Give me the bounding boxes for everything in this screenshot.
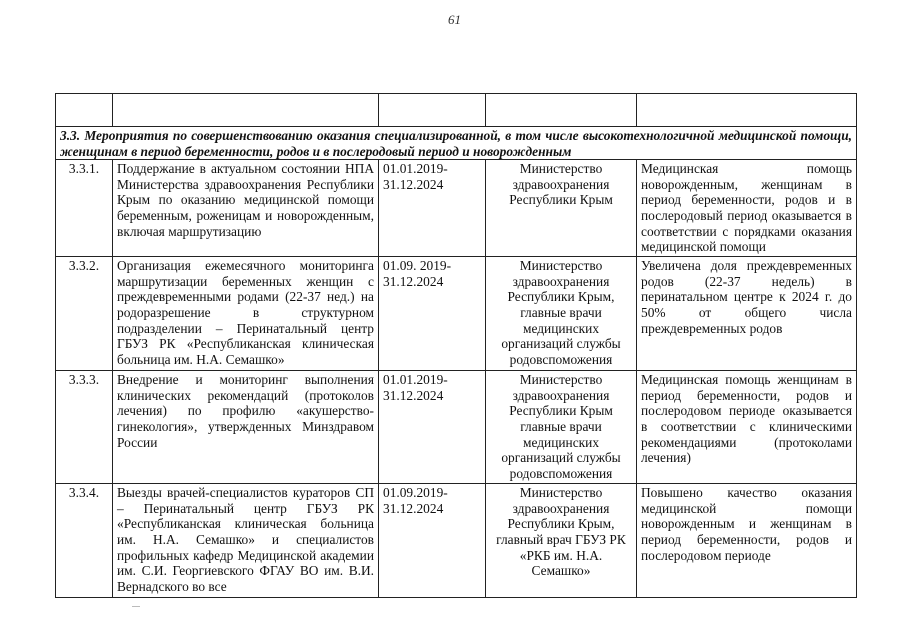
row-number: 3.3.3. xyxy=(56,371,113,484)
row-result: Повышено качество оказания медицинской помощи новорожденным и женщинам в период беременности, родов и послеродовом периоде xyxy=(637,484,857,598)
header-cell-period xyxy=(379,94,486,127)
row-number: 3.3.2. xyxy=(56,257,113,371)
header-cell-description xyxy=(113,94,379,127)
row-number: 3.3.1. xyxy=(56,160,113,257)
row-period: 01.01.2019- 31.12.2024 xyxy=(379,371,486,484)
row-result: Увеличена доля преждевременных родов (22-37 недель) в перинатальном центре к 2024 г. до 50% от общего числа преждевременных родов xyxy=(637,257,857,371)
row-description: Поддержание в актуальном состоянии НПА Министерства здравоохранения Республики Крым по оказанию медицинской помощи беременным, роженицам и новорожденным, включая маршрутизацию xyxy=(113,160,379,257)
table-row xyxy=(56,257,857,371)
header-cell-result xyxy=(637,94,857,127)
row-responsible: Министерство здравоохранения Республики Крым главные врачи медицинских организаций службы родовспоможения xyxy=(486,371,637,484)
row-number: 3.3.4. xyxy=(56,484,113,598)
table-header-row xyxy=(56,94,857,127)
row-period: 01.09. 2019- 31.12.2024 xyxy=(379,257,486,371)
table-row xyxy=(56,160,857,257)
row-responsible: Министерство здравоохранения Республики Крым xyxy=(486,160,637,257)
page-number: 61 xyxy=(448,12,461,27)
row-period: 01.09.2019- 31.12.2024 xyxy=(379,484,486,598)
header-cell-responsible xyxy=(486,94,637,127)
section-heading: 3.3. Мероприятия по совершенствованию оказания специализированной, в том числе высокотехнологичной медицинской помощи, женщинам в период беременности, родов и в послеродовый период и новорожденным xyxy=(56,127,857,160)
row-description: Внедрение и мониторинг выполнения клинических рекомендаций (протоколов лечения) по профилю «акушерство-гинекология», утвержденных Минздравом России xyxy=(113,371,379,484)
row-responsible: Министерство здравоохранения Республики Крым, главный врач ГБУЗ РК «РКБ им. Н.А. Семашко» xyxy=(486,484,637,598)
row-description: Выезды врачей-специалистов кураторов СП – Перинатальный центр ГБУЗ РК «Республиканская клиническая больница им. Н.А. Семашко» и специалистов профильных кафедр Медицинской академии им. С.И. Георгиевского ФГАУ ВО им. В.И. Вернадского во все xyxy=(113,484,379,598)
header-cell-num xyxy=(56,94,113,127)
scan-artifact xyxy=(132,606,140,607)
table-row xyxy=(56,371,857,484)
row-period: 01.01.2019- 31.12.2024 xyxy=(379,160,486,257)
row-result: Медицинская помощь женщинам в период беременности, родов и послеродовом периоде оказывается в соответствии с клиническими рекомендациями (протоколами лечения) xyxy=(637,371,857,484)
table-row xyxy=(56,484,857,598)
row-result: Медицинская помощь новорожденным, женщинам в период беременности, родов и в послеродовый период оказывается в соответствии с порядками оказания медицинской помощи xyxy=(637,160,857,257)
measures-table xyxy=(55,93,857,598)
row-responsible: Министерство здравоохранения Республики Крым, главные врачи медицинских организаций службы родовспоможения xyxy=(486,257,637,371)
section-heading-row xyxy=(56,127,857,160)
row-description: Организация ежемесячного мониторинга маршрутизации беременных женщин с преждевременными родами (22-37 нед.) на родоразрешение в структурном подразделении – Перинатальный центр ГБУЗ РК «Республиканская клиническая больница им. Н.А. Семашко» xyxy=(113,257,379,371)
